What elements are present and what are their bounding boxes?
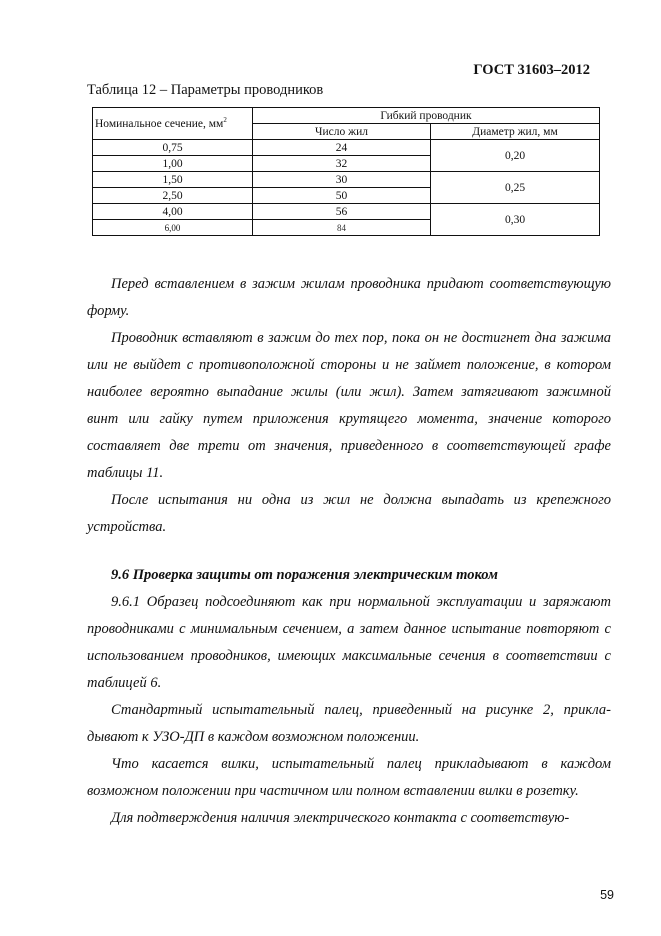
cell-diameter: 0,30 — [431, 204, 600, 236]
cell-count: 32 — [253, 156, 431, 172]
header-wire-count: Число жил — [253, 124, 431, 140]
section-9-6 — [87, 562, 611, 832]
table-row — [93, 172, 600, 188]
table-row — [93, 204, 600, 220]
cell-section: 0,75 — [93, 140, 253, 156]
cell-section: 1,50 — [93, 172, 253, 188]
page-number: 59 — [600, 888, 614, 902]
body-text-block — [87, 271, 611, 541]
header-nominal-section: Номинальное сечение, $мм^2$ — [93, 108, 253, 140]
paragraph: Стандартный испытательный палец, приведенный на рисунке 2, прикладывают к УЗО-ДП в каждом возможном положении. — [87, 702, 611, 745]
cell-count: 24 — [253, 140, 431, 156]
cell-section: 1,00 — [93, 156, 253, 172]
paragraph: Для подтверждения наличия электрического контакта с соответствую- — [111, 810, 570, 826]
paragraph: 9.6.1 Образец подсоединяют как при нормальной эксплуатации и заряжают проводниками с минимальным сечением, а затем данное испытание повторяют с использованием проводников, имеющих максимальные сечения в соответствии с таблицей 6. — [87, 594, 611, 691]
cell-count: 30 — [253, 172, 431, 188]
cell-count: 56 — [253, 204, 431, 220]
header-flexible-conductor: Гибкий проводник — [253, 108, 600, 124]
cell-diameter: 0,20 — [431, 140, 600, 172]
table-header-row — [93, 108, 600, 124]
paragraph: Проводник вставляют в зажим до тех пор, пока он не достигнет дна зажима или не выйдет с противоположной стороны и не займет положение, в котором наиболее вероятно выпадание жилы (или жил). Затем затягивают зажимной винт или гайку путем приложения крутящего момента, значение которого составляет две трети от значения, приведенного в соответствующей графе таблицы 11. — [87, 330, 611, 481]
conductor-parameters-table — [92, 107, 600, 236]
header-wire-diameter: Диаметр жил, мм — [431, 124, 600, 140]
table-row — [93, 140, 600, 156]
paragraph: После испытания ни одна из жил не должна выпадать из крепежного устройства. — [87, 492, 611, 535]
cell-count: 50 — [253, 188, 431, 204]
cell-section: 6,00 — [93, 220, 253, 236]
section-heading: 9.6 Проверка защиты от поражения электрическим током — [111, 567, 498, 583]
paragraph: Перед вставлением в зажим жилам проводника придают соответствующую форму. — [87, 276, 611, 319]
standard-code: ГОСТ 31603–2012 — [473, 62, 590, 78]
paragraph: Что касается вилки, испытательный палец прикладывают в каждом возможном положении при частичном или полном вставлении вилки в розетку. — [87, 756, 611, 799]
cell-section: 2,50 — [93, 188, 253, 204]
table-caption: Таблица 12 – Параметры проводников — [87, 82, 324, 98]
cell-section: 4,00 — [93, 204, 253, 220]
cell-count: 84 — [253, 220, 431, 236]
cell-diameter: 0,25 — [431, 172, 600, 204]
